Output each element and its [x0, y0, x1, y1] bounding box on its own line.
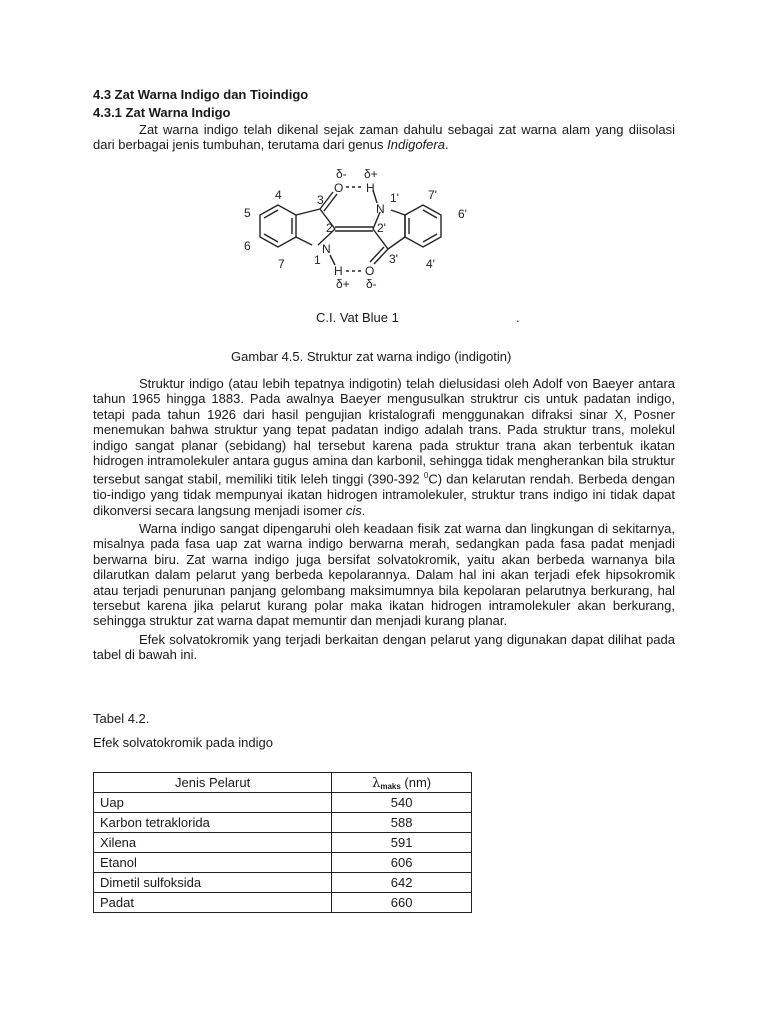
label-6p: 6'	[458, 207, 467, 221]
label-6: 6	[244, 239, 251, 253]
figure-caption: Gambar 4.5. Struktur zat warna indigo (indigotin)	[231, 349, 512, 364]
label-7: 7	[278, 257, 285, 271]
p1-text: Struktur indigo (atau lebih tepatnya indigotin) telah dielusidasi oleh Adolf von Baeyer antara tahun 1965 hingga 1883. Pada awalnya Baeyer mengusulkan struktrur cis untuk padatan indigo, tetapi pada tahun 1926 dari hasil pengujian kristalografi menggunakan difraksi sinar X, Posner menemukan bahwa struktur yang tepat padatan indigo adalah trans. Pada struktur trans, molekul indigo sangat planar (sebidang) hal tersebut karena pada struktur trana akan terbentuk ikatan hidrogen intramolekuler antara gugus amina dan karbonil, sehingga tidak mengherankan bila struktur tersebut sangat stabil, memiliki titik leleh tinggi (390-392	[93, 376, 675, 487]
p1-end: .	[361, 502, 366, 518]
p1-cis: cis	[345, 502, 362, 518]
ci-name: C.I. Vat Blue 1	[316, 310, 399, 325]
caption-dot: .	[516, 310, 520, 325]
atom-h-bottom: H	[334, 264, 343, 278]
left-benzene-ring	[260, 205, 296, 247]
label-2: 2	[326, 221, 333, 235]
atom-o-bottom: O	[365, 264, 375, 278]
intro-genus: Indigofera	[387, 137, 445, 153]
lambda-cell: 588	[332, 813, 472, 833]
intro-paragraph	[93, 122, 675, 153]
table-row	[94, 833, 472, 853]
degree-superscript: 0	[423, 471, 429, 481]
label-4: 4	[275, 188, 282, 202]
label-3: 3	[317, 193, 324, 207]
table-row	[94, 873, 472, 893]
lambda-symbol: λ	[372, 775, 381, 791]
header-lambda	[332, 773, 472, 793]
delta-plus-top: δ+	[364, 167, 378, 181]
label-1p: 1'	[390, 191, 399, 205]
paragraph-solvatochromic-intro: Efek solvatokromik yang terjadi berkaitan dengan pelarut yang digunakan dapat dilihat pada tabel di bawah ini.	[93, 631, 675, 663]
lambda-subscript: maks	[380, 781, 401, 791]
solvent-cell: Etanol	[94, 853, 332, 873]
solvent-cell: Uap	[94, 793, 332, 813]
right-benzene-ring	[405, 205, 441, 247]
solvent-cell: Karbon tetraklorida	[94, 813, 332, 833]
subsection-heading: 4.3.1 Zat Warna Indigo	[93, 105, 231, 120]
table-header-row	[94, 773, 472, 793]
lambda-cell: 606	[332, 853, 472, 873]
section-intro	[93, 86, 675, 153]
table-row	[94, 893, 472, 913]
atom-n-1p: N	[376, 202, 385, 216]
table-title: Efek solvatokromik pada indigo	[93, 735, 273, 750]
lambda-unit: (nm)	[400, 774, 432, 790]
paragraph-structure-history	[93, 376, 675, 518]
label-2p: 2'	[377, 221, 386, 235]
delta-plus-bottom: δ+	[336, 277, 350, 291]
atom-n-1: N	[322, 242, 331, 256]
paragraph-color-environment: Warna indigo sangat dipengaruhi oleh keadaan fisik zat warna dan lingkungan di sekitarnya, misalnya pada fasa uap zat warna indigo berwarna merah, sedangkan pada fasa padat menjadi berwarna biru. Zat warna indigo juga bersifat solvatokromik, yaitu akan berbeda warnanya bila dilarutkan dalam pelarut yang berbeda kepolarannya. Dalam hal ini akan terjadi efek hipsokromik atau terjadi penurunan panjang gelombang maksimumnya bila kepolaran pelarutnya berkurang, hal tersebut karena jika pelarut kurang polar maka ikatan hidrogen intramolekuler akan berkurang, sehingga struktur zat warna dapat memuntir dan menjadi kurang planar.	[93, 520, 675, 629]
solvent-cell: Padat	[94, 893, 332, 913]
solvent-cell: Xilena	[94, 833, 332, 853]
lambda-cell: 642	[332, 873, 472, 893]
intro-end: .	[444, 137, 449, 153]
lambda-cell: 660	[332, 893, 472, 913]
lambda-cell: 591	[332, 833, 472, 853]
table-row	[94, 793, 472, 813]
table-row	[94, 853, 472, 873]
atom-o-top: O	[334, 181, 344, 195]
body-paragraphs	[93, 376, 675, 663]
label-1: 1	[314, 253, 321, 267]
solvatochromic-table	[93, 772, 472, 913]
indigo-structure-diagram	[230, 165, 530, 295]
label-7p: 7'	[428, 188, 437, 202]
structure-name	[316, 310, 520, 325]
header-solvent: Jenis Pelarut	[94, 773, 332, 793]
intro-text: Zat warna indigo telah dikenal sejak zaman dahulu sebagai zat warna alam yang diisolasi dari berbagai jenis tumbuhan, terutama dari genus	[93, 122, 675, 153]
table-row	[94, 813, 472, 833]
atom-h-top: H	[366, 181, 375, 195]
table-label: Tabel 4.2.	[93, 711, 150, 726]
lambda-cell: 540	[332, 793, 472, 813]
solvent-cell: Dimetil sulfoksida	[94, 873, 332, 893]
delta-minus-bottom: δ-	[366, 277, 377, 291]
p1-text-mid: C) dan kelarutan rendah. Berbeda dengan tio-indigo yang tidak mempunyai ikatan hidrogen intramolekuler, struktur trans indigo ini tidak dapat dikonversi secara langsung menjadi isomer	[93, 471, 675, 518]
section-heading: 4.3 Zat Warna Indigo dan Tioindigo	[93, 87, 309, 102]
delta-minus-top: δ-	[336, 167, 347, 181]
label-5: 5	[244, 206, 251, 220]
label-4p: 4'	[426, 257, 435, 271]
label-3p: 3'	[389, 252, 398, 266]
